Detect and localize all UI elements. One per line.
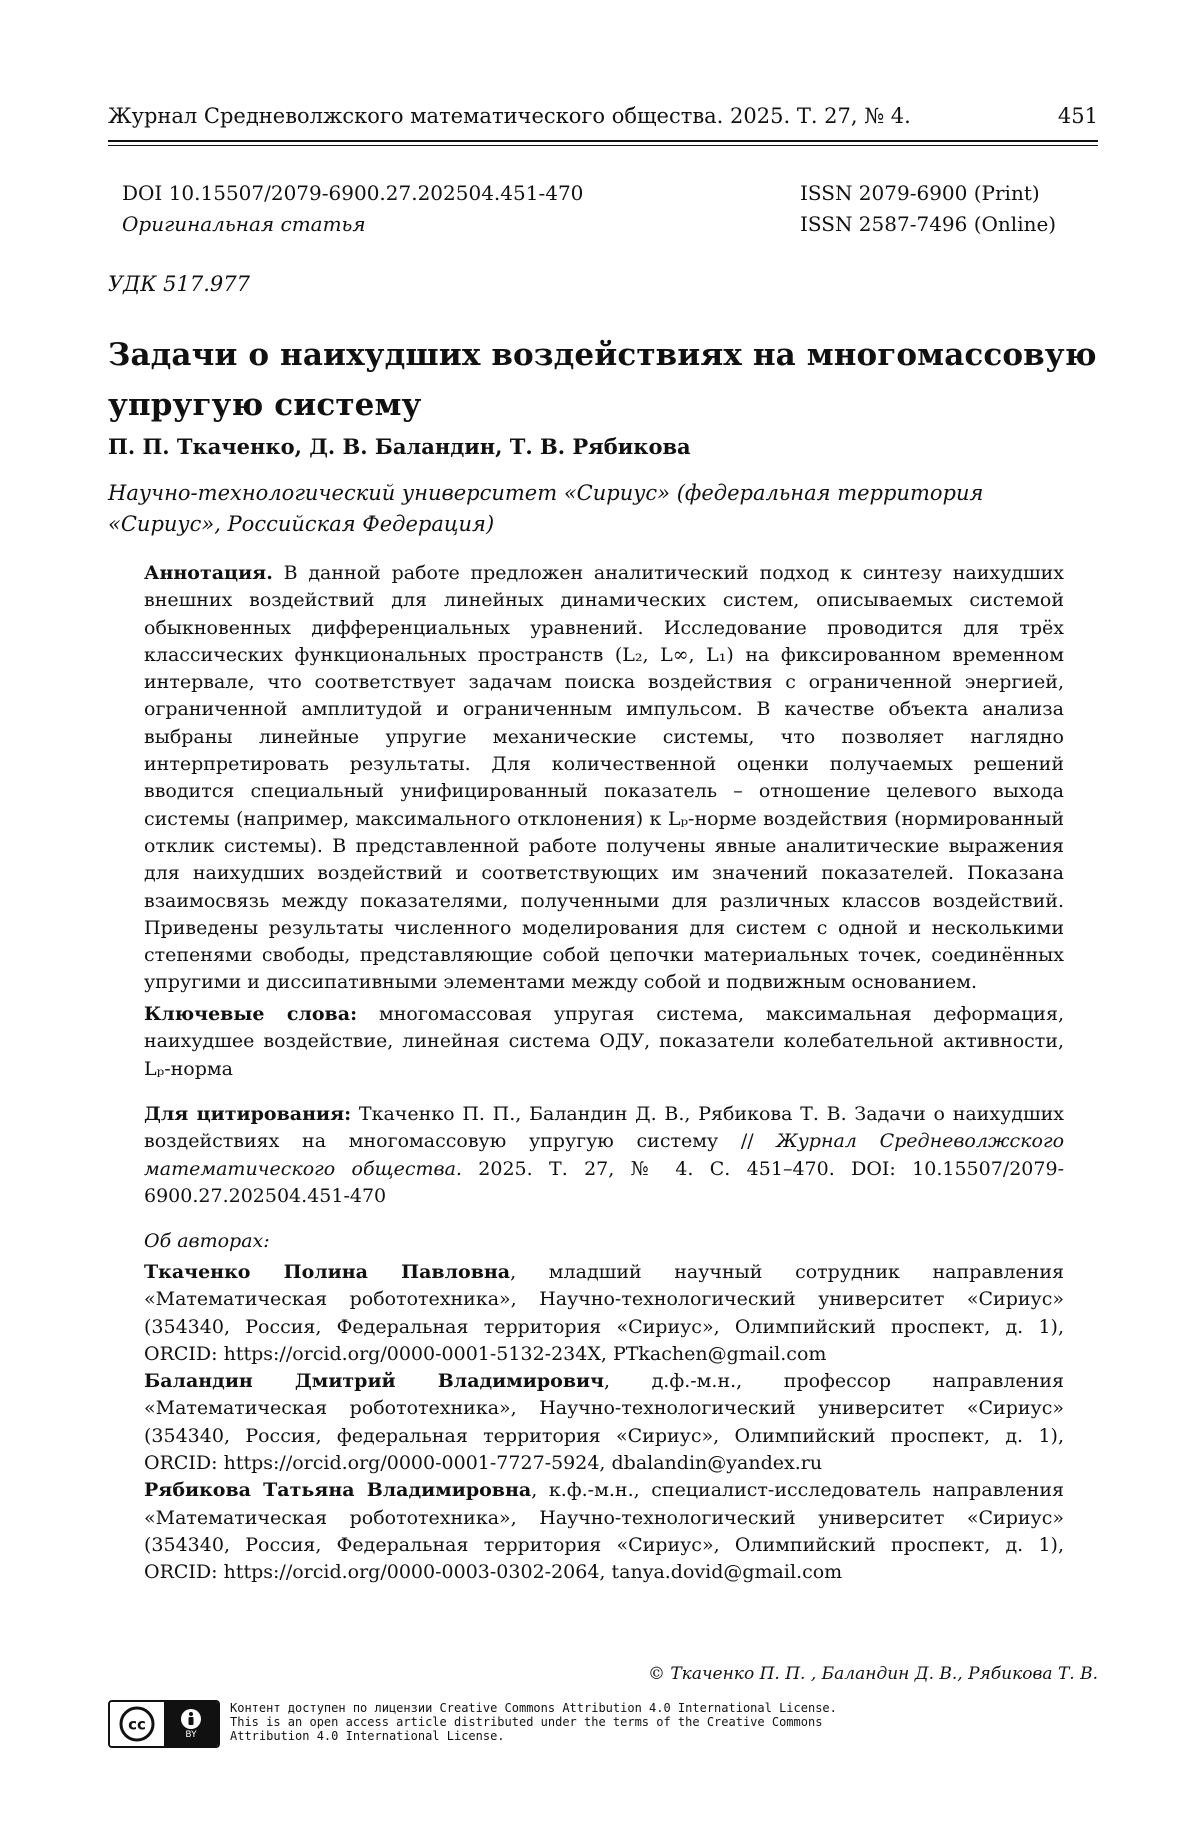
cc-icon xyxy=(110,1702,164,1746)
issn-print: ISSN 2079-6900 (Print) xyxy=(800,181,1040,205)
author-list: П. П. Ткаченко, Д. В. Баландин, Т. В. Рябикова xyxy=(108,434,691,459)
cc-symbol: cc xyxy=(128,1715,146,1734)
license-line-1: Контент доступен по лицензии Creative Commons Attribution 4.0 International License. xyxy=(230,1701,837,1715)
title-line-2: упругую систему xyxy=(108,387,422,423)
license-line-3: Attribution 4.0 International License. xyxy=(230,1729,505,1743)
article-meta-right xyxy=(800,178,1056,240)
license-line-2: This is an open access article distributed under the terms of the Creative Commons xyxy=(230,1715,823,1729)
keywords xyxy=(144,1001,1064,1083)
running-header xyxy=(108,104,1098,128)
article-meta-left xyxy=(122,178,583,240)
abstract xyxy=(144,560,1064,997)
citation-label: Для цитирования: xyxy=(144,1103,352,1125)
affiliation-line-1: Научно-технологический университет «Сириус» (федеральная территория xyxy=(108,481,984,505)
author-bio-name: Баландин Дмитрий Владимирович xyxy=(144,1370,605,1393)
author-bio-text: , д.ф.-м.н., профессор направления «Математическая робототехника», Научно-технологический университет «Сириус» (354340, Россия, федеральная территория «Сириус», Олимпийский проспект, д. 1), ORCID: https://orcid.org/0000-0001-7727-5924, dbalandin@yandex.ru xyxy=(144,1370,1064,1475)
keywords-label: Ключевые слова: xyxy=(144,1003,358,1025)
issn-online: ISSN 2587-7496 (Online) xyxy=(800,212,1057,236)
author-bio-name: Рябикова Татьяна Владимировна xyxy=(144,1479,532,1502)
author-bio xyxy=(144,1259,1064,1368)
header-rule xyxy=(108,140,1098,142)
abstract-text: В данной работе предложен аналитический подход к синтезу наихудших внешних воздействий для линейных динамических систем, описываемых системой обыкновенных дифференциальных уравнений. Исследование проводится для трёх классических функциональных пространств (L₂, L∞, L₁) на фиксированном временном интервале, что соответствует задачам поиска воздействия с ограниченной энергией, ограниченной амплитудой и ограниченным импульсом. В качестве объекта анализа выбраны линейные упругие механические системы, что позволяет наглядно интерпретировать результаты. Для количественной оценки получаемых решений вводится специальный унифицированный показатель – отношение целевого выхода системы (например, максимального отклонения) к Lₚ-норме воздействия (нормированный отклик системы). В представленной работе получены явные аналитические выражения для наихудших воздействий и соответствующих им значений показателей. Показана взаимосвязь между показателями, полученными для различных классов воздействий. Приведены результаты численного моделирования для систем с одной и несколькими степенями свободы, представляющие собой цепочки материальных точек, соединённых упругими и диссипативными элементами между собой и подвижным основанием. xyxy=(144,562,1064,994)
keywords-text: многомассовая упругая система, максимальная деформация, наихудшее воздействие, линейная система ОДУ, показатели колебательной активности, Lₚ-норма xyxy=(144,1003,1064,1080)
affiliation xyxy=(108,478,1008,540)
copyright: © Ткаченко П. П. , Баландин Д. В., Рябикова Т. В. xyxy=(647,1664,1098,1684)
udk: УДК 517.977 xyxy=(108,272,251,296)
citation-details: 2025. Т. 27, № 4. С. 451–470. DOI: 10.15507/2079-6900.27.202504.451-470 xyxy=(144,1157,1064,1207)
author-bio-name: Ткаченко Полина Павловна xyxy=(144,1261,511,1283)
journal-header: Журнал Средневолжского математического общества. 2025. Т. 27, № 4. xyxy=(108,104,911,128)
about-authors-title: Об авторах: xyxy=(144,1230,270,1252)
citation xyxy=(144,1101,1064,1210)
article-type: Оригинальная статья xyxy=(122,212,366,236)
citation-text: Ткаченко П. П., Баландин Д. В., Рябикова Т. В. Задачи о наихудших воздействиях на многомассовую упругую систему // xyxy=(144,1103,1064,1153)
by-icon xyxy=(164,1702,218,1746)
title-line-1: Задачи о наихудших воздействиях на многомассовую xyxy=(108,337,1097,373)
doi: DOI 10.15507/2079-6900.27.202504.451-470 xyxy=(122,181,584,205)
abstract-label: Аннотация. xyxy=(144,562,273,584)
article-title xyxy=(108,330,1098,430)
affiliation-line-2: «Сириус», Российская Федерация) xyxy=(108,512,495,536)
author-bio-text: , младший научный сотрудник направления «Математическая робототехника», Научно-технологический университет «Сириус» (354340, Россия, Федеральная территория «Сириус», Олимпийский проспект, д. 1), ORCID: https://orcid.org/0000-0001-5132-234X, PTkachen@gmail.com xyxy=(144,1261,1064,1365)
header-rule-thin xyxy=(108,145,1098,146)
cc-by-badge[interactable] xyxy=(108,1700,220,1748)
citation-journal: Журнал Средневолжского математического общества. xyxy=(144,1130,1065,1180)
author-bio xyxy=(144,1477,1064,1586)
by-label: BY xyxy=(185,1730,197,1740)
about-authors xyxy=(144,1259,1064,1587)
license-text xyxy=(230,1701,930,1743)
page-number: 451 xyxy=(1057,104,1098,128)
author-bio-text: , к.ф.-м.н., специалист-исследователь направления «Математическая робототехника», Научно-технологический университет «Сириус» (354340, Россия, Федеральная территория «Сириус», Олимпийский проспект, д. 1), ORCID: https://orcid.org/0000-0003-0302-2064, tanya.dovid@gmail.com xyxy=(144,1479,1064,1584)
author-bio xyxy=(144,1368,1064,1477)
